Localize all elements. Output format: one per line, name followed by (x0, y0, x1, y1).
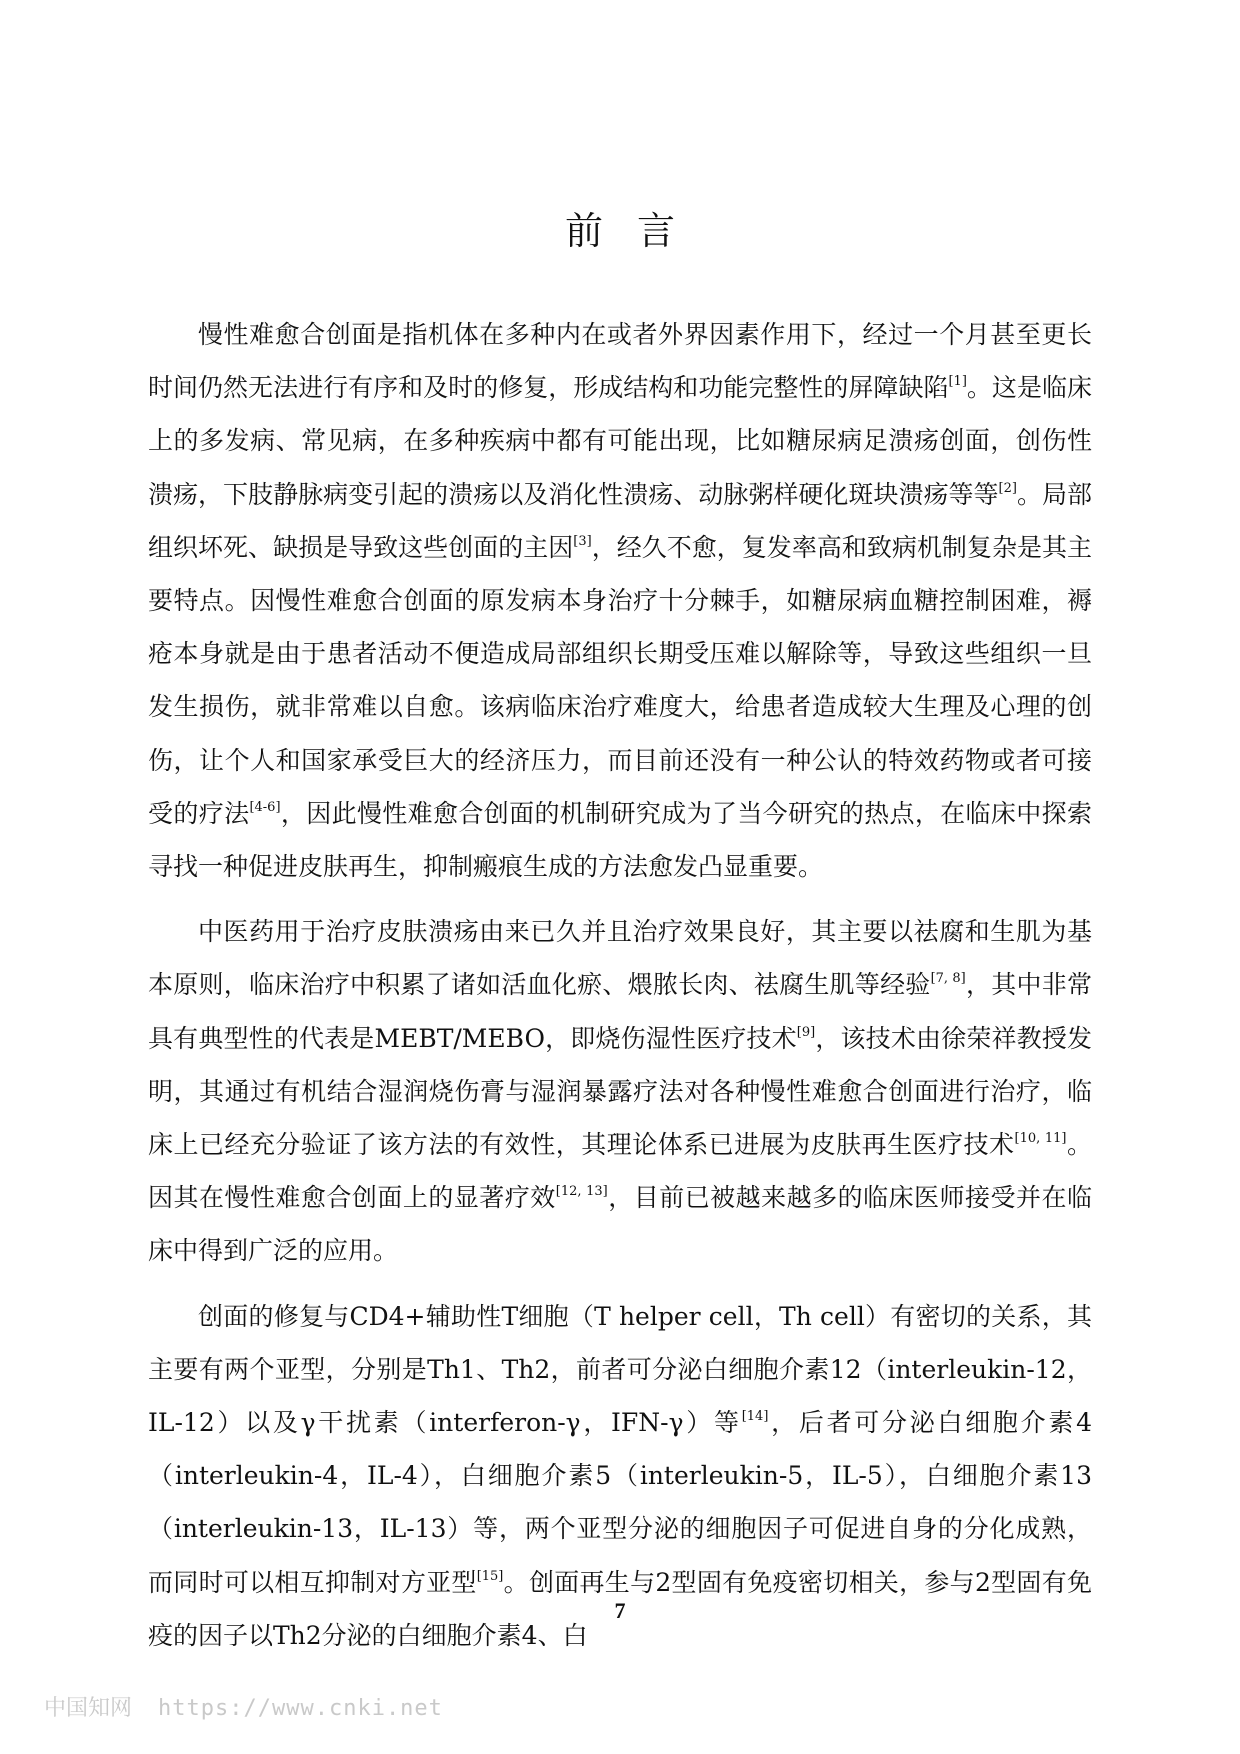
text-run: ，因此慢性难愈合创面的机制研究成为了当今研究的热点，在临床中探索寻找一种促进皮肤再生，抑制瘢痕生成的方法愈发凸显重要。 (148, 798, 1092, 882)
text-run: 创面的修复与CD4+辅助性T细胞（T helper cell，Th cell）有密切的关系，其主要有两个亚型，分别是Th1、Th2，前者可分泌白细胞介素12（interleukin-12，IL-12）以及γ干扰素（interferon-γ，IFN-γ）等 (148, 1301, 1092, 1438)
citation-ref: [4-6] (249, 799, 281, 815)
watermark (44, 1691, 443, 1722)
text-run: 。这是临床上的多发病、常见病，在多种疾病中都有可能出现，比如糖尿病足溃疡创面，创伤性溃疡，下肢静脉病变引起的溃疡以及消化性溃疡、动脉粥样硬化斑块溃疡等等 (148, 373, 1092, 509)
body-text (148, 308, 1092, 1674)
watermark-url: https://www.cnki.net (158, 1696, 443, 1721)
text-run: ，后者可分泌白细胞介素4（interleukin-4，IL-4），白细胞介素5（interleukin-5，IL-5），白细胞介素13（interleukin-13，IL-13）等，两个亚型分泌的细胞因子可促进自身的分化成熟，而同时可以相互抑制对方亚型 (148, 1408, 1092, 1597)
text-run: 。创面再生与2型固有免疫密切相关，参与2型固有免疫的因子以Th2分泌的白细胞介素4、白 (148, 1567, 1092, 1650)
page-title: 前言 (564, 209, 709, 253)
text-run: 慢性难愈合创面是指机体在多种内在或者外界因素作用下，经过一个月甚至更长时间仍然无法进行有序和及时的修复，形成结构和功能完整性的屏障缺陷 (148, 320, 1092, 403)
citation-ref: [12, 13] (555, 1184, 608, 1200)
text-run: 。因其在慢性难愈合创面上的显著疗效 (148, 1130, 1092, 1213)
citation-ref: [10, 11] (1014, 1131, 1067, 1147)
text-run: 。局部组织坏死、缺损是导致这些创面的主因 (148, 479, 1092, 562)
citation-ref: [3] (573, 533, 592, 549)
text-run: ，该技术由徐荣祥教授发明，其通过有机结合湿润烧伤膏与湿润暴露疗法对各种慢性难愈合创面进行治疗，临床上已经充分验证了该方法的有效性，其理论体系已进展为皮肤再生医疗技术 (148, 1023, 1092, 1160)
paragraph (148, 905, 1092, 1277)
page-number: 7 (614, 1598, 626, 1623)
text-run: ，经久不愈，复发率高和致病机制复杂是其主要特点。因慢性难愈合创面的原发病本身治疗十分棘手，如糖尿病血糖控制困难，褥疮本身就是由于患者活动不便造成局部组织长期受压难以解除等，导致这些组织一旦发生损伤，就非常难以自愈。该病临床治疗难度大，给患者造成较大生理及心理的创伤，让个人和国家承受巨大的经济压力，而目前还没有一种公认的特效药物或者可接受的疗法 (148, 532, 1092, 828)
citation-ref: [1] (948, 374, 967, 390)
citation-ref: [15] (476, 1568, 504, 1584)
paragraph (148, 308, 1092, 893)
text-run: ，其中非常具有典型性的代表是MEBT/MEBO，即烧伤湿性医疗技术 (148, 970, 1092, 1053)
watermark-brand: 中国知网 (44, 1696, 133, 1721)
text-run: 中医药用于治疗皮肤溃疡由来已久并且治疗效果良好，其主要以祛腐和生肌为基本原则，临床治疗中积累了诸如活血化瘀、煨脓长肉、祛腐生肌等经验 (148, 917, 1092, 1000)
citation-ref: [14] (741, 1409, 769, 1425)
citation-ref: [9] (796, 1024, 816, 1040)
citation-ref: [2] (998, 480, 1017, 496)
text-run: ，目前已被越来越多的临床医师接受并在临床中得到广泛的应用。 (148, 1183, 1092, 1266)
citation-ref: [7, 8] (930, 971, 966, 987)
